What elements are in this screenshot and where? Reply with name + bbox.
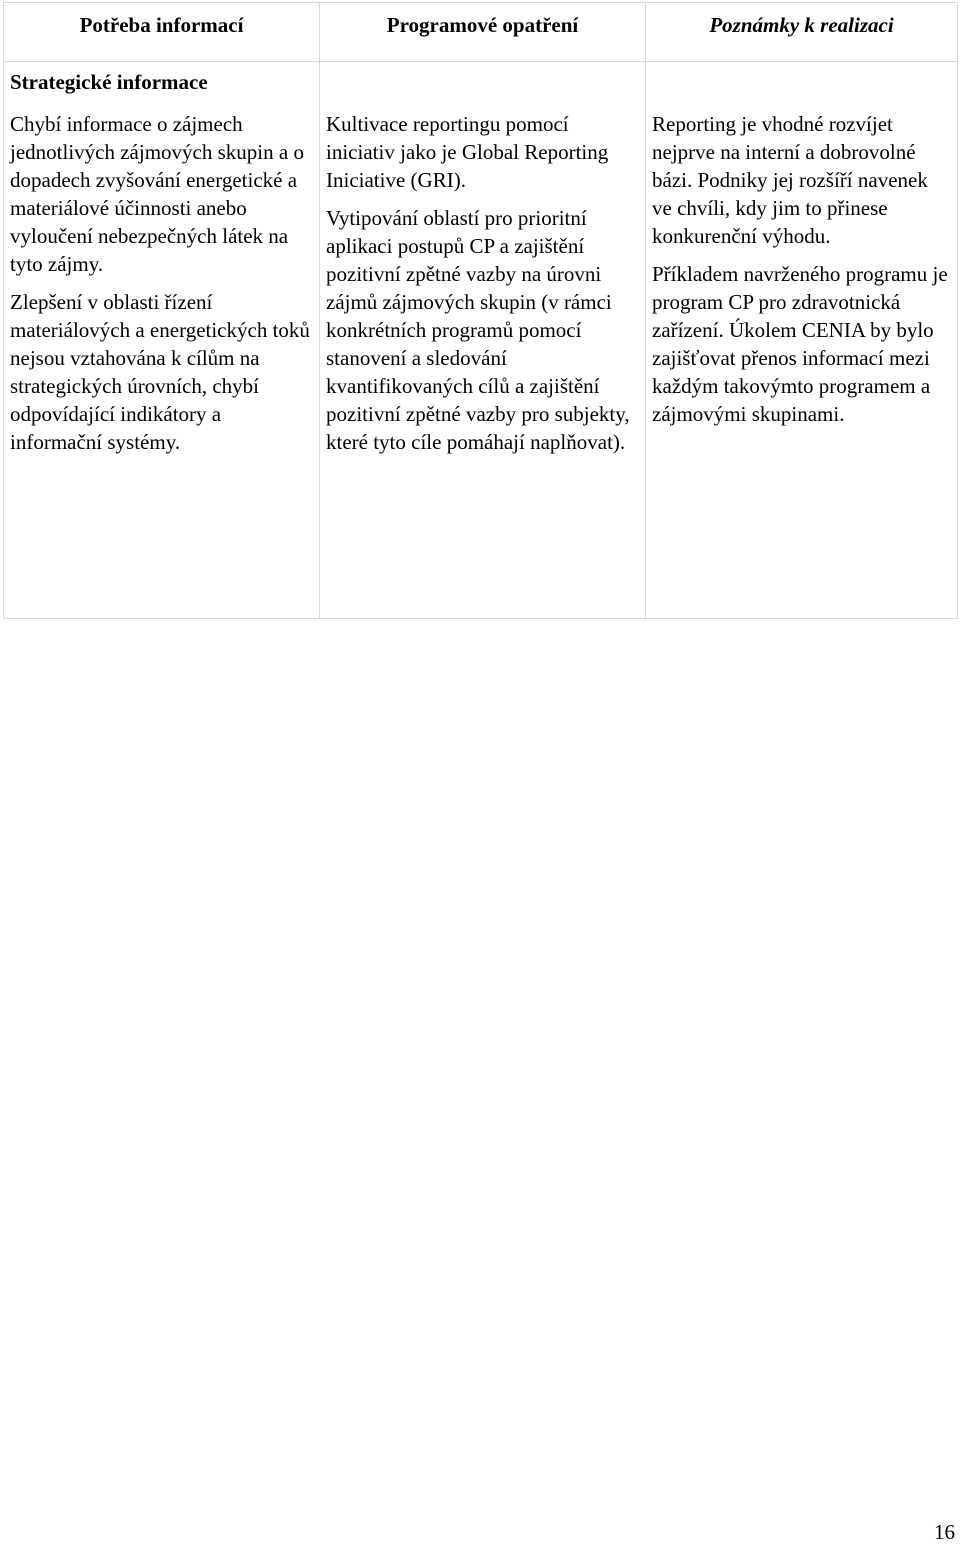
document-table bbox=[3, 2, 958, 619]
cell-implementation-notes bbox=[646, 62, 958, 619]
header-program-measure: Programové opatření bbox=[320, 3, 646, 62]
header-implementation-notes: Poznámky k realizaci bbox=[646, 3, 958, 62]
header-needs: Potřeba informací bbox=[4, 3, 320, 62]
section-title: Strategické informace bbox=[10, 70, 208, 94]
header-row bbox=[4, 3, 958, 62]
notes-paragraph-2: Příkladem navrženého programu je program CP pro zdravotnická zařízení. Úkolem CENIA by bylo zajišťovat přenos informací mezi každým takovýmto programem a zájmovými skupinami. bbox=[652, 262, 948, 426]
cell-program-measure bbox=[320, 62, 646, 619]
cell-needs bbox=[4, 62, 320, 619]
measure-paragraph-1: Kultivace reportingu pomocí iniciativ jako je Global Reporting Iniciative (GRI). bbox=[326, 112, 609, 192]
table-row bbox=[4, 62, 958, 619]
notes-paragraph-1: Reporting je vhodné rozvíjet nejprve na interní a dobrovolné bázi. Podniky jej rozšíří navenek ve chvíli, kdy jim to přinese konkurenční výhodu. bbox=[652, 112, 928, 248]
page-number: 16 bbox=[934, 1520, 955, 1544]
needs-paragraph-1: Chybí informace o zájmech jednotlivých zájmových skupin a o dopadech zvyšování energetické a materiálové účinnosti anebo vyloučení nebezpečných látek na tyto zájmy. bbox=[10, 112, 304, 276]
needs-paragraph-2: Zlepšení v oblasti řízení materiálových a energetických toků nejsou vztahována k cílům na strategických úrovních, chybí odpovídající indikátory a informační systémy. bbox=[10, 290, 310, 454]
measure-paragraph-2: Vytipování oblastí pro prioritní aplikaci postupů CP a zajištění pozitivní zpětné vazby na úrovni zájmů zájmových skupin (v rámci konkrétních programů pomocí stanovení a sledování kvantifikovaných cílů a zajištění pozitivní zpětné vazby pro subjekty, které tyto cíle pomáhají naplňovat). bbox=[326, 206, 630, 454]
